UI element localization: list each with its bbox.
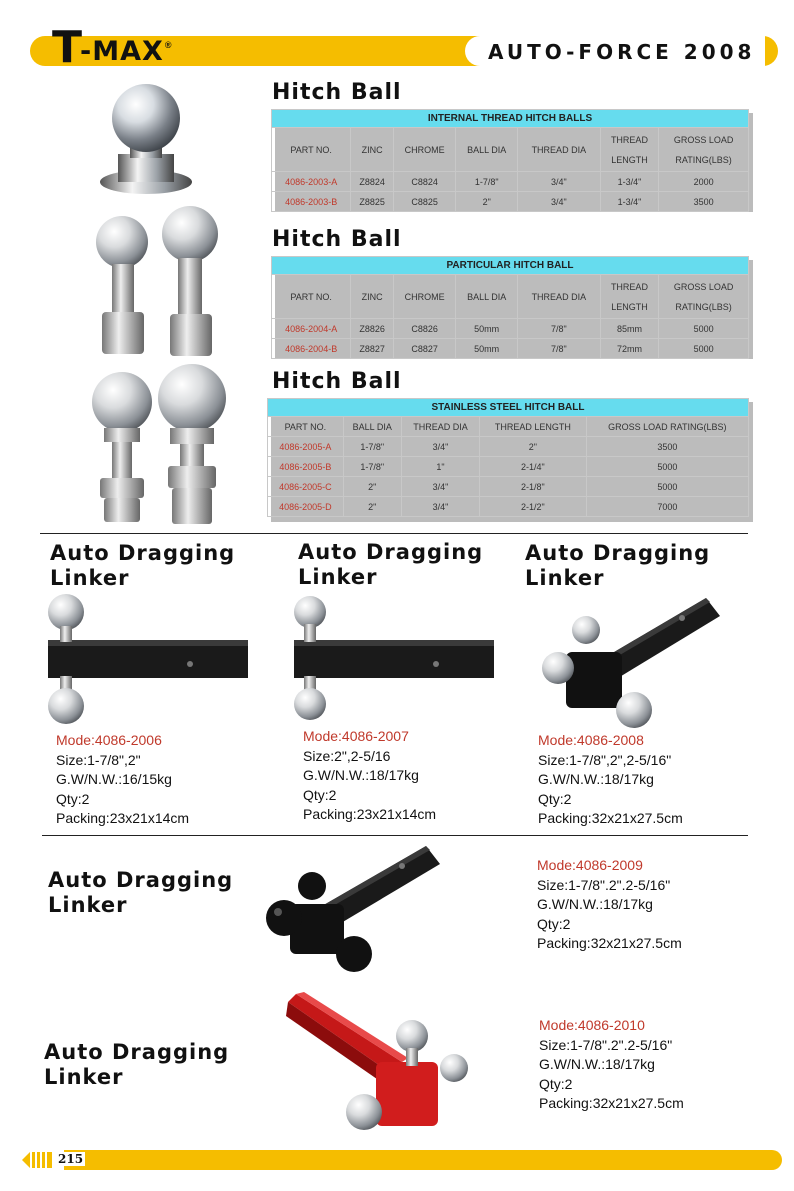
quantity: Qty:2	[538, 790, 572, 807]
dual-ball-mount-image	[286, 592, 498, 726]
section-title-stainless: Hitch Ball	[272, 369, 402, 394]
table-row: 4086-2005-B 1-7/8" 1" 2-1/4" 5000	[268, 457, 749, 477]
weight: G.W/N.W.:18/17kg	[538, 771, 654, 787]
col-header: BALL DIA	[343, 417, 401, 437]
product-title: Auto Dragging Linker	[50, 541, 236, 590]
product-title: Auto Dragging Linker	[44, 1040, 230, 1089]
col-header: THREAD DIA	[517, 275, 600, 319]
dual-ball-mount-image	[40, 592, 252, 726]
page-number: 215	[58, 1152, 84, 1166]
product-title: Auto Dragging Linker	[525, 541, 711, 590]
product-title: Auto Dragging Linker	[48, 868, 234, 917]
weight: G.W/N.W.:16/15kg	[56, 771, 172, 787]
size: Size:1-7/8".2".2-5/16"	[537, 876, 671, 893]
table-row: 4086-2003-B Z8825 C8825 2" 3/4" 1-3/4" 3500	[272, 192, 749, 212]
col-header: THREAD LENGTH	[480, 417, 587, 437]
catalog-title: AUTO-FORCE 2008	[488, 40, 756, 64]
product-info	[56, 731, 189, 829]
col-header: GROSS LOAD RATING(LBS)	[659, 128, 749, 172]
logo-t: T	[52, 22, 81, 73]
model-number: Mode:4086-2008	[538, 732, 644, 748]
page-marker-icon	[22, 1150, 54, 1170]
table-caption: INTERNAL THREAD HITCH BALLS	[272, 110, 749, 128]
col-header: GROSS LOAD RATING(LBS)	[586, 417, 748, 437]
internal-thread-hitch-ball-table	[271, 109, 749, 212]
product-info	[539, 1016, 684, 1114]
red-tri-ball-mount-image	[282, 992, 478, 1140]
tri-ball-mount-image	[538, 592, 726, 732]
product-title: Auto Dragging Linker	[298, 540, 484, 589]
col-header: THREAD DIA	[517, 128, 600, 172]
col-header: THREAD LENGTH	[600, 128, 658, 172]
registered-mark: ®	[164, 40, 172, 50]
size: Size:2",2-5/16	[303, 747, 391, 764]
stainless-steel-hitch-ball-table	[267, 398, 749, 517]
col-header: CHROME	[393, 128, 456, 172]
col-header: CHROME	[393, 275, 456, 319]
brand-logo	[52, 22, 172, 73]
size: Size:1-7/8",2",2-5/16"	[538, 751, 672, 768]
table-caption: PARTICULAR HITCH BALL	[272, 257, 749, 275]
col-header: ZINC	[351, 275, 393, 319]
col-header: BALL DIA	[456, 128, 517, 172]
chrome-hitch-ball-image	[96, 80, 196, 200]
weight: G.W/N.W.:18/17kg	[537, 896, 653, 912]
table-row: 4086-2004-A Z8826 C8826 50mm 7/8" 85mm 5000	[272, 319, 749, 339]
table-caption: STAINLESS STEEL HITCH BALL	[268, 399, 749, 417]
col-header: GROSS LOAD RATING(LBS)	[659, 275, 749, 319]
footer-bar	[64, 1150, 782, 1170]
section-title-particular: Hitch Ball	[272, 227, 402, 252]
product-info	[303, 727, 436, 825]
table-row: 4086-2004-B Z8827 C8827 50mm 7/8" 72mm 5000	[272, 339, 749, 359]
col-header: PART NO.	[272, 275, 351, 319]
col-header: THREAD LENGTH	[600, 275, 658, 319]
col-header: PART NO.	[272, 128, 351, 172]
col-header: THREAD DIA	[401, 417, 479, 437]
product-info	[538, 731, 683, 829]
table-row: 4086-2005-C 2" 3/4" 2-1/8" 5000	[268, 477, 749, 497]
weight: G.W/N.W.:18/17kg	[303, 767, 419, 783]
quantity: Qty:2	[303, 786, 337, 803]
model-number: Mode:4086-2007	[303, 728, 409, 744]
size: Size:1-7/8",2"	[56, 751, 141, 768]
packing: Packing:23x21x14cm	[56, 810, 190, 826]
divider	[42, 835, 748, 836]
weight: G.W/N.W.:18/17kg	[539, 1056, 655, 1072]
particular-hitch-ball-image	[90, 204, 226, 364]
col-header: BALL DIA	[456, 275, 517, 319]
quantity: Qty:2	[539, 1075, 573, 1092]
size: Size:1-7/8".2".2-5/16"	[539, 1036, 673, 1053]
model-number: Mode:4086-2010	[539, 1017, 645, 1033]
packing: Packing:23x21x14cm	[303, 806, 437, 822]
table-row: 4086-2005-A 1-7/8" 3/4" 2" 3500	[268, 437, 749, 457]
col-header: PART NO.	[268, 417, 344, 437]
black-tri-ball-mount-image	[262, 842, 444, 982]
packing: Packing:32x21x27.5cm	[539, 1095, 684, 1111]
stainless-hitch-ball-image	[88, 362, 228, 528]
quantity: Qty:2	[537, 915, 571, 932]
table-row: 4086-2003-A Z8824 C8824 1-7/8" 3/4" 1-3/4" 2000	[272, 172, 749, 192]
quantity: Qty:2	[56, 790, 90, 807]
logo-text: -MAX	[80, 36, 164, 67]
table-row: 4086-2005-D 2" 3/4" 2-1/2" 7000	[268, 497, 749, 517]
packing: Packing:32x21x27.5cm	[537, 935, 682, 951]
model-number: Mode:4086-2006	[56, 732, 162, 748]
particular-hitch-ball-table	[271, 256, 749, 359]
col-header: ZINC	[351, 128, 393, 172]
model-number: Mode:4086-2009	[537, 857, 643, 873]
product-info	[537, 856, 682, 954]
packing: Packing:32x21x27.5cm	[538, 810, 683, 826]
divider	[40, 533, 748, 534]
section-title-internal-thread: Hitch Ball	[272, 80, 402, 105]
